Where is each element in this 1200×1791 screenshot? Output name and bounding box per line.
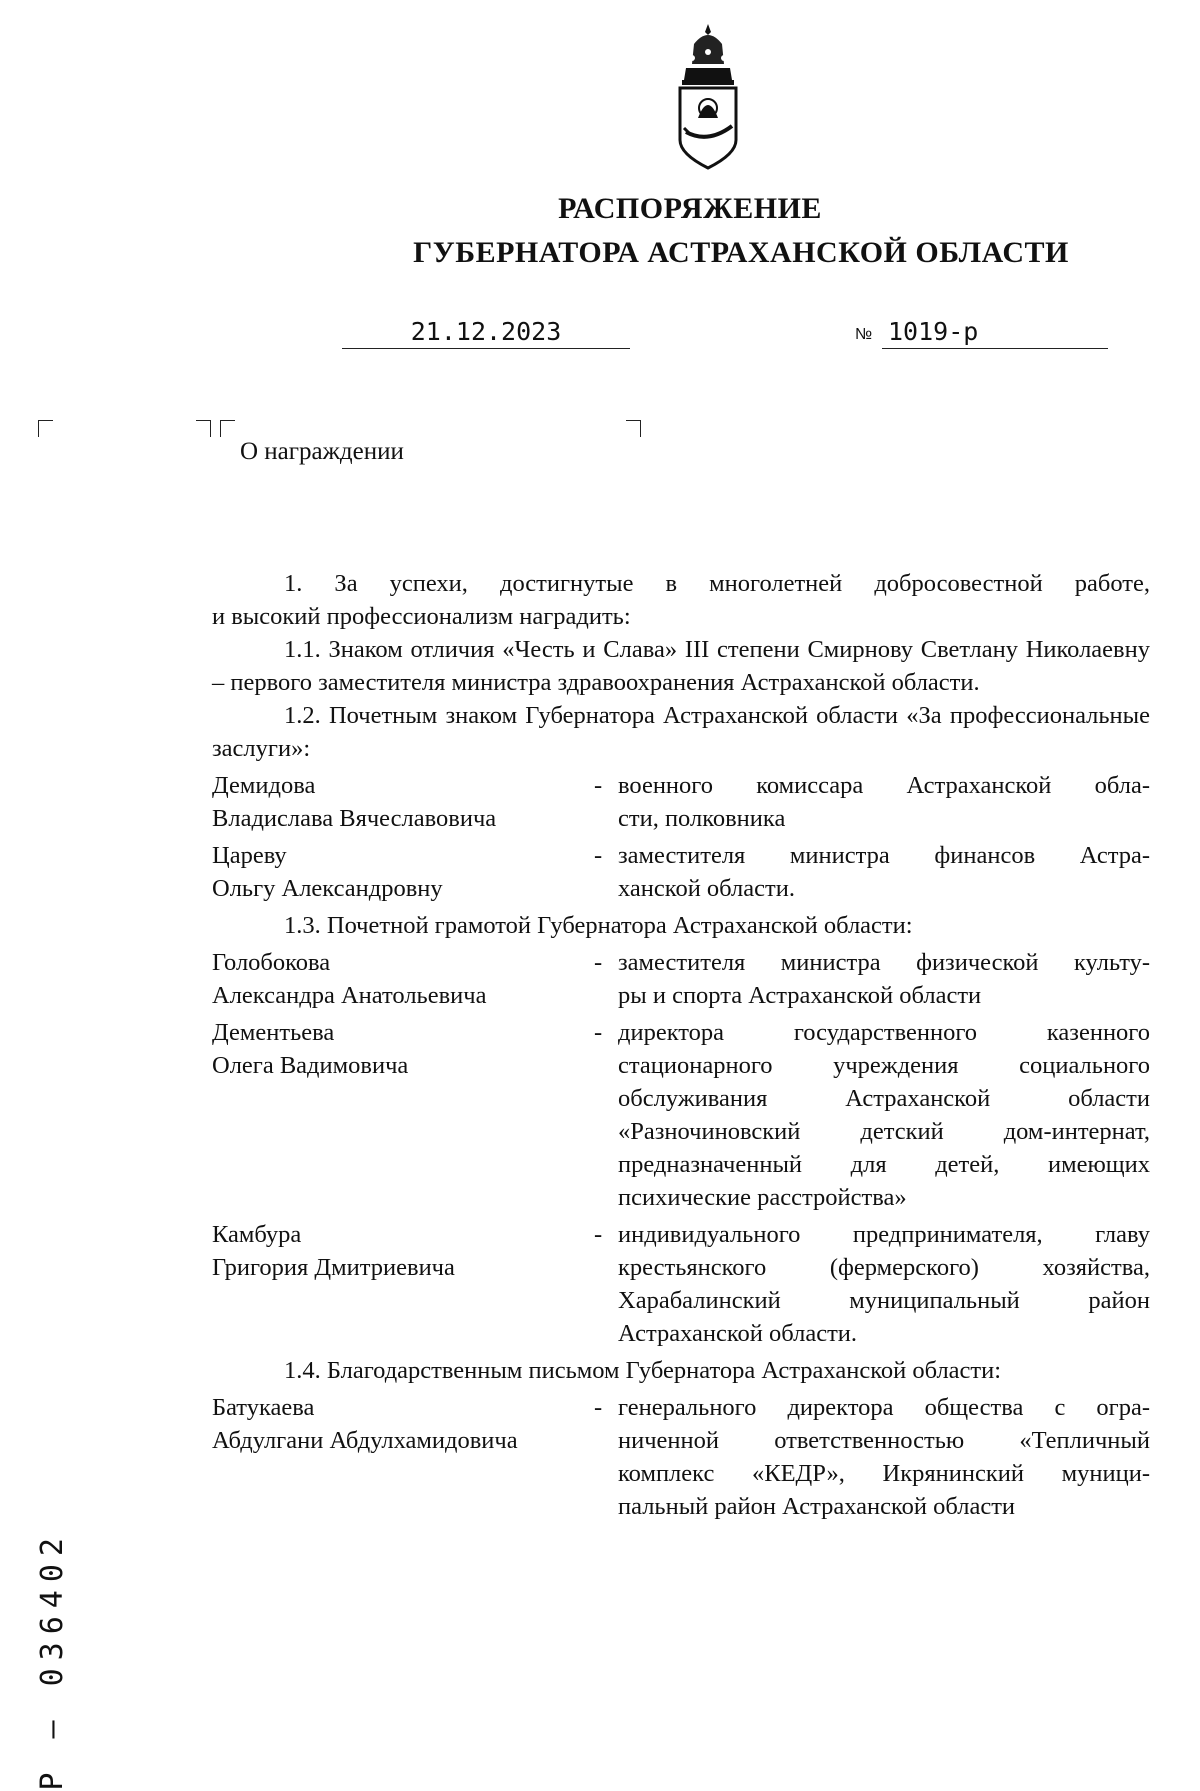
awardee-position bbox=[618, 1016, 1150, 1214]
awardee-given-names: Александра Анатольевича bbox=[212, 982, 487, 1009]
awardee-given-names: Владислава Вячеславовича bbox=[212, 805, 497, 832]
position-line: комплекс «КЕДР», Икрянинский муници- bbox=[618, 1460, 1150, 1487]
position-line: предназначенный для детей, имеющих bbox=[618, 1151, 1150, 1178]
document-date: 21.12.2023 bbox=[342, 318, 630, 349]
position-line: ханской области. bbox=[618, 875, 795, 902]
position-line: сти, полковника bbox=[618, 805, 786, 832]
paragraph-1-4: 1.4. Благодарственным письмом Губернатора Астраханской области: bbox=[284, 1357, 1002, 1384]
position-line: Астраханской области. bbox=[618, 1320, 858, 1347]
paragraph-1-3: 1.3. Почетной грамотой Губернатора Астраханской области: bbox=[284, 912, 913, 939]
position-line: Харабалинский муниципальный район bbox=[618, 1287, 1150, 1314]
coat-of-arms-emblem bbox=[672, 22, 744, 172]
dash-separator: - bbox=[594, 1394, 603, 1421]
position-line: обслуживания Астраханской области bbox=[618, 1085, 1150, 1112]
position-line: военного комиссара Астраханской обла- bbox=[618, 772, 1150, 799]
dash-separator: - bbox=[594, 949, 603, 976]
position-line: директора государственного казенного bbox=[618, 1019, 1150, 1046]
position-line: заместителя министра финансов Астра- bbox=[618, 842, 1150, 869]
awardee-given-names: Ольгу Александровну bbox=[212, 875, 443, 902]
dash-separator: - bbox=[594, 772, 603, 799]
awardee-name bbox=[212, 1218, 594, 1284]
paragraph-1-line-2: и высокий профессионализм наградить: bbox=[212, 603, 631, 630]
position-line: крестьянского (фермерского) хозяйства, bbox=[618, 1254, 1150, 1281]
awardee-name bbox=[212, 1391, 594, 1457]
awardee-row bbox=[212, 946, 1150, 1012]
awardee-name bbox=[212, 946, 594, 1012]
dash-separator: - bbox=[594, 1221, 603, 1248]
dash-separator: - bbox=[594, 842, 603, 869]
document-serial-code: Р – 036402 bbox=[35, 1530, 70, 1791]
margin-corner-mark bbox=[38, 420, 53, 437]
awardee-surname: Цареву bbox=[212, 842, 287, 869]
awardee-given-names: Олега Вадимовича bbox=[212, 1052, 409, 1079]
paragraph-1-2: 1.2. Почетным знаком Губернатора Астраханской области «За профессиональные заслуги»: bbox=[212, 702, 1150, 762]
subject-corner-mark-left bbox=[196, 420, 211, 437]
awardee-position bbox=[618, 946, 1150, 1012]
awardee-row bbox=[212, 1218, 1150, 1350]
awardee-surname: Батукаева bbox=[212, 1394, 315, 1421]
position-line: «Разночиновский детский дом-интернат, bbox=[618, 1118, 1150, 1145]
position-line: психические расстройства» bbox=[618, 1184, 907, 1211]
subject-corner-mark-right bbox=[626, 420, 641, 437]
position-line: ры и спорта Астраханской области bbox=[618, 982, 982, 1009]
subject-corner-mark-left-inner bbox=[220, 420, 235, 437]
awardee-row bbox=[212, 769, 1150, 835]
document-number: 1019-р bbox=[882, 318, 1108, 349]
position-line: ниченной ответственностью «Тепличный bbox=[618, 1427, 1150, 1454]
position-line: пальный район Астраханской области bbox=[618, 1493, 1016, 1520]
awardee-position bbox=[618, 1218, 1150, 1350]
awardee-position bbox=[618, 839, 1150, 905]
awardee-row bbox=[212, 1391, 1150, 1523]
awardee-position bbox=[618, 769, 1150, 835]
awardee-row bbox=[212, 839, 1150, 905]
position-line: индивидуального предпринимателя, главу bbox=[618, 1221, 1150, 1248]
awardee-surname: Дементьева bbox=[212, 1019, 335, 1046]
position-line: заместителя министра физической культу- bbox=[618, 949, 1150, 976]
awardee-row bbox=[212, 1016, 1150, 1214]
paragraph-1-line-1: 1. За успехи, достигнутые в многолетней добросовестной работе, bbox=[284, 570, 1150, 597]
awardee-surname: Камбура bbox=[212, 1221, 302, 1248]
position-line: стационарного учреждения социального bbox=[618, 1052, 1150, 1079]
awardees-list-1-3 bbox=[212, 946, 1150, 1350]
awardee-given-names: Григория Дмитриевича bbox=[212, 1254, 455, 1281]
document-body bbox=[212, 567, 1150, 1523]
subject-line: О награждении bbox=[240, 438, 404, 465]
awardees-list-1-2 bbox=[212, 769, 1150, 905]
awardees-list-1-4 bbox=[212, 1391, 1150, 1523]
awardee-position bbox=[618, 1391, 1150, 1523]
awardee-name bbox=[212, 1016, 594, 1082]
awardee-surname: Голобокова bbox=[212, 949, 331, 976]
position-line: генерального директора общества с огра- bbox=[618, 1394, 1150, 1421]
issuer-title: ГУБЕРНАТОРА АСТРАХАНСКОЙ ОБЛАСТИ bbox=[413, 236, 1069, 269]
awardee-name bbox=[212, 839, 594, 905]
paragraph-1-1: 1.1. Знаком отличия «Честь и Слава» III степени Смирнову Светлану Николаевну – первого заместителя министра здравоохранения Астраханской области. bbox=[212, 636, 1150, 696]
awardee-surname: Демидова bbox=[212, 772, 316, 799]
number-sign: № bbox=[855, 326, 873, 343]
awardee-name bbox=[212, 769, 594, 835]
dash-separator: - bbox=[594, 1019, 603, 1046]
document-type-title: РАСПОРЯЖЕНИЕ bbox=[558, 192, 822, 225]
awardee-given-names: Абдулгани Абдулхамидовича bbox=[212, 1427, 518, 1454]
